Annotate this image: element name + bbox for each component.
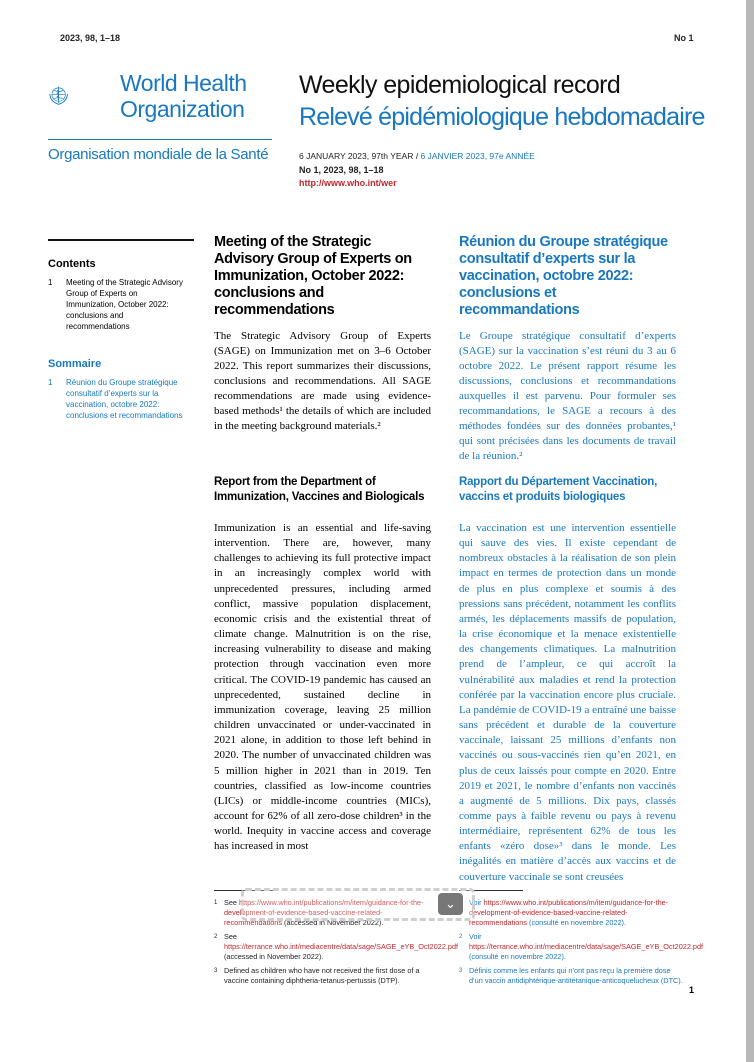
section-body-fr: La vaccination est une intervention essentielle qui sauve des vies. Il existe cependant de nombreux obstacles à la réalisation de son plein impact en termes de protection dans un monde de plus en plus complexe et soumis à des pressions sans précédent, notamment les conflits armés, les déplacements massifs de population, la crise économique et la menace existentielle des changements climatiques. La malnutrition prend de l’ampleur, ce qui accroît la vulnérabilité aux maladies et rend la protection conférée par la vaccination encore plus cruciale. La pandémie de COVID-19 a entraîné une baisse sans précédent et durable de la couverture vaccinale, laissant 25 millions d’enfants non vaccinés ou sous-vaccinés rien qu’en 2021, en plus de ceux laissés pour compte en 2020. Entre 2019 et 2021, le nombre d’enfants non vaccinés a augmenté de 5 millions. Dix pays, classés comme pays à faible revenu ou pays à revenu intermédiaire, représentent 62% de tous les enfants «zéro dose»³ dans le monde. Les inégalités en matière d’accès aux vaccins et de couverture vaccinale se sont creusées (459, 522, 676, 883)
issue-header: No 1 (674, 33, 694, 43)
contents-heading: Contents (48, 258, 96, 270)
section-heading-en: Report from the Department of Immunization, Vaccines and Biologicals (214, 476, 425, 503)
wer-link[interactable]: http://www.who.int/wer (299, 178, 397, 188)
toc-divider (48, 239, 194, 241)
article-column-fr (459, 234, 676, 464)
publication-date: 6 JANUARY 2023, 97th YEAR / 6 JANVIER 2023, 97e ANNÉE (299, 151, 535, 161)
article-intro-en: The Strategic Advisory Group of Experts (SAGE) on Immunization met on 3–6 October 2022. This report summarizes their discussions, conclusions and recommendations. All SAGE recommendations are made using evidence-based methods¹ the details of which are included in the meeting background materials.² (214, 330, 431, 432)
article-heading-en: Meeting of the Strategic Advisory Group of Experts on Immunization, October 2022: conclusions and recommendations (214, 234, 412, 318)
footnote-link[interactable]: https://terrance.who.int/mediacentre/data/sage/SAGE_eYB_Oct2022.pdf (469, 942, 704, 951)
footnotes-fr (459, 898, 704, 990)
publication-title-en: Weekly epidemiological record (299, 71, 621, 99)
footnote-en-2: 2 See https://terrance.who.int/mediacentre/data/sage/SAGE_eYB_Oct2022.pdf (accessed in November 2022). (214, 932, 459, 961)
section-heading-fr: Rapport du Département Vaccination, vaccins et produits biologiques (459, 476, 658, 503)
who-emblem-icon (48, 62, 118, 132)
issue-line: No 1, 2023, 98, 1–18 (299, 165, 384, 175)
sommaire-heading: Sommaire (48, 358, 102, 370)
logo-divider (48, 139, 272, 140)
article-heading-fr: Réunion du Groupe stratégique consultatif d’experts sur la vaccination, octobre 2022: conclusions et recommandations (459, 234, 668, 318)
footnote-link[interactable]: https://www.who.int/publications/m/item/guidance-for-the-development-of-evidence-based-vaccine-related-recommendations (224, 898, 424, 927)
who-name-fr: Organisation mondiale de la Santé (48, 146, 269, 163)
toc-item-fr[interactable]: 1 Réunion du Groupe stratégique consultatif d’experts sur la vaccination, octobre 2022: conclusions et recommandations (48, 378, 183, 420)
volume-header: 2023, 98, 1–18 (60, 33, 121, 43)
footnote-fr-1: Voir https://www.who.int/publications/m/item/guidance-for-the-development-of-evidence-based-vaccine-related-recommendations (consulté en novembre 2022). (469, 898, 669, 927)
footnote-link[interactable]: https://terrance.who.int/mediacentre/data/sage/SAGE_eYB_Oct2022.pdf (224, 942, 459, 951)
footnote-en-3: 3 Defined as children who have not received the first dose of a vaccine containing diphtheria-tetanus-pertussis (DTP). (214, 966, 420, 985)
who-name-en: World Health Organization (120, 70, 247, 122)
footnote-en-1: 1 See https://www.who.int/publications/m/item/guidance-for-the-development-of-evidence-based-vaccine-related-recommendations (accessed in November 2022). (214, 898, 424, 927)
chevron-down-icon[interactable]: ⌄ (438, 893, 463, 915)
publication-title-fr: Relevé épidémiologique hebdomadaire (299, 103, 705, 131)
footnote-fr-2: 2 Voir https://terrance.who.int/mediacentre/data/sage/SAGE_eYB_Oct2022.pdf (consulté en novembre 2022). (459, 932, 704, 961)
footnote-fr-3: 3 Définis comme les enfants qui n’ont pas reçu la première dose d’un vaccin antidiphtérique-antitétanique-anticoquelucheux (DTC). (459, 966, 683, 985)
toc-item-en[interactable]: 1 Meeting of the Strategic Advisory Group of Experts on Immunization, October 2022: conclusions and recommendations (48, 278, 183, 331)
page-number: 1 (689, 985, 695, 995)
article-intro-fr: Le Groupe stratégique consultatif d’experts (SAGE) sur la vaccination s’est réuni du 3 au 6 octobre 2022. Le présent rapport résume les discussions, conclusions et recommandations auxquelles il est parvenu. Pour formuler ses recommandations, le SAGE a recours à des méthodes fondées sur des données probantes,¹ qui sont précisées dans les documents de travail de la réunion.² (459, 330, 676, 462)
footnote-link[interactable]: https://www.who.int/publications/m/item/guidance-for-the-development-of-evidence-based-vaccine-related-recommendations (469, 898, 669, 927)
table-of-contents (48, 258, 188, 447)
article-column-en (214, 234, 431, 434)
section-body-en: Immunization is an essential and life-saving intervention. There are, however, many challenges to achieving its full protective impact in an increasingly complex world with unprecedented pressures, including armed conflict, massive population displacement, economic crisis and the existential threat of climate change. Malnutrition is on the rise, increasing vulnerability to disease and making protection through vaccination even more critical. The COVID-19 pandemic has caused an unprecedented, sustained decline in immunization coverage, leaving 25 million children unvaccinated or under-vaccinated in 2021 alone, in addition to those left behind in 2020. The number of unvaccinated children was 5 million higher in 2021 than in 2019. Ten countries, classified as low-income countries (LICs) or middle-income countries (MICs), account for 62% of all zero-dose children³ in the world. Inequity in vaccine access and coverage has increased in most (214, 522, 431, 853)
